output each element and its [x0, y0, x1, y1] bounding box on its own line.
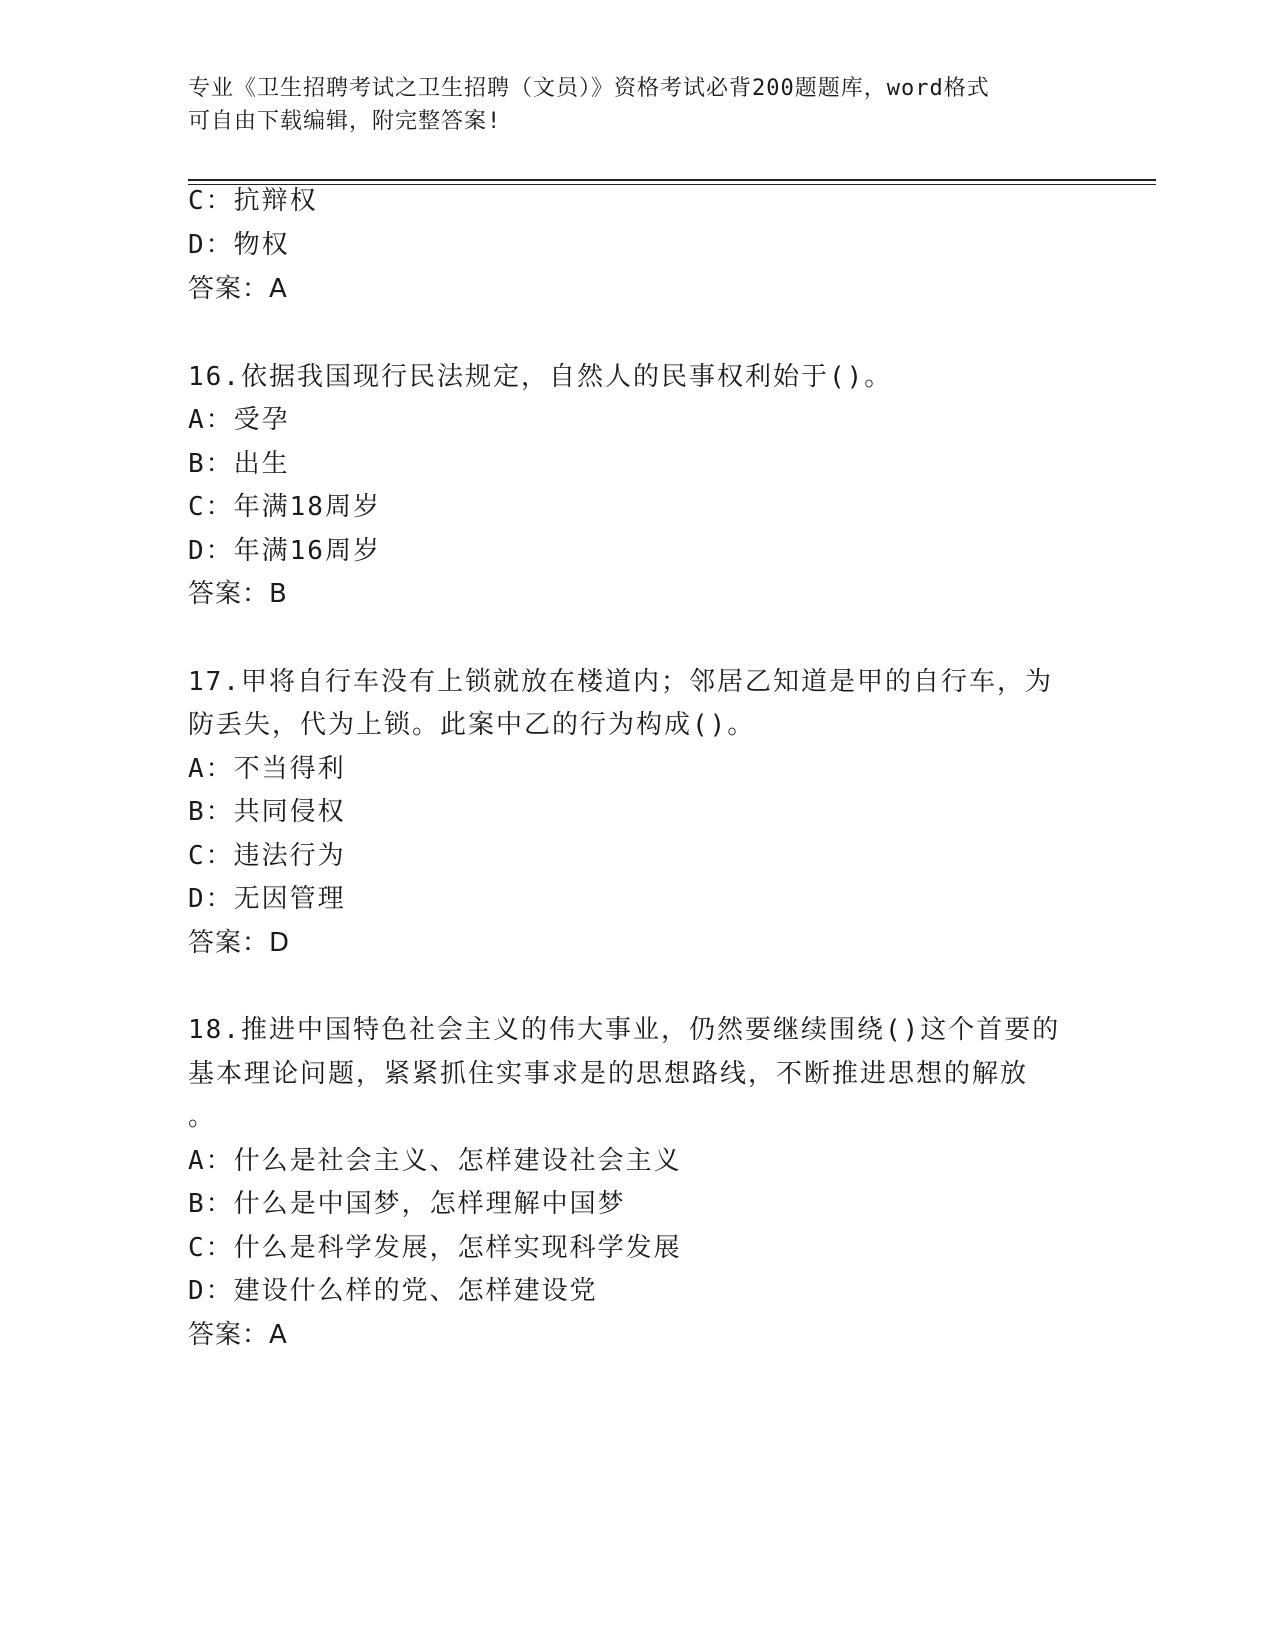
question-17-option-d: D：无因管理: [188, 884, 346, 914]
question-16-option-c: C：年满18周岁: [188, 492, 381, 522]
question-17-option-c: C：违法行为: [188, 841, 346, 871]
question-18-option-b: B：什么是中国梦，怎样理解中国梦: [188, 1189, 626, 1219]
question-18-stem-line-1: 18.推进中国特色社会主义的伟大事业，仍然要继续围绕()这个首要的: [188, 1015, 1061, 1045]
question-16-stem: 16.依据我国现行民法规定，自然人的民事权利始于()。: [188, 362, 893, 392]
question-16-answer: 答案：B: [188, 579, 288, 609]
question-18-option-d: D：建设什么样的党、怎样建设党: [188, 1276, 598, 1306]
header-divider-thin: [188, 184, 1156, 185]
question-16-option-a: A：受孕: [188, 405, 290, 435]
answer-line: 答案：A: [188, 274, 288, 304]
option-d: D：物权: [188, 230, 290, 260]
question-17-option-a: A：不当得利: [188, 754, 346, 784]
question-17-answer: 答案：D: [188, 928, 291, 958]
question-18-answer: 答案：A: [188, 1320, 288, 1350]
question-18-option-a: A：什么是社会主义、怎样建设社会主义: [188, 1146, 682, 1176]
question-18-option-c: C：什么是科学发展，怎样实现科学发展: [188, 1233, 682, 1263]
header-divider: [188, 179, 1156, 181]
question-18-stem-line-3: 。: [188, 1102, 217, 1132]
question-16-option-d: D：年满16周岁: [188, 536, 381, 566]
question-16-option-b: B：出生: [188, 449, 290, 479]
header-title-line-2: 可自由下载编辑，附完整答案!: [188, 109, 502, 134]
document-header: [188, 72, 1088, 138]
header-title-line-1: 专业《卫生招聘考试之卫生招聘（文员）》资格考试必背200题题库，word格式: [188, 76, 990, 101]
question-18-stem-line-2: 基本理论问题，紧紧抓住实事求是的思想路线，不断推进思想的解放: [188, 1059, 1029, 1089]
option-c: C：抗辩权: [188, 186, 318, 216]
question-17-stem-line-1: 17.甲将自行车没有上锁就放在楼道内；邻居乙知道是甲的自行车，为: [188, 667, 1053, 697]
question-17-option-b: B：共同侵权: [188, 797, 346, 827]
question-17-stem-line-2: 防丢失，代为上锁。此案中乙的行为构成()。: [188, 710, 756, 740]
